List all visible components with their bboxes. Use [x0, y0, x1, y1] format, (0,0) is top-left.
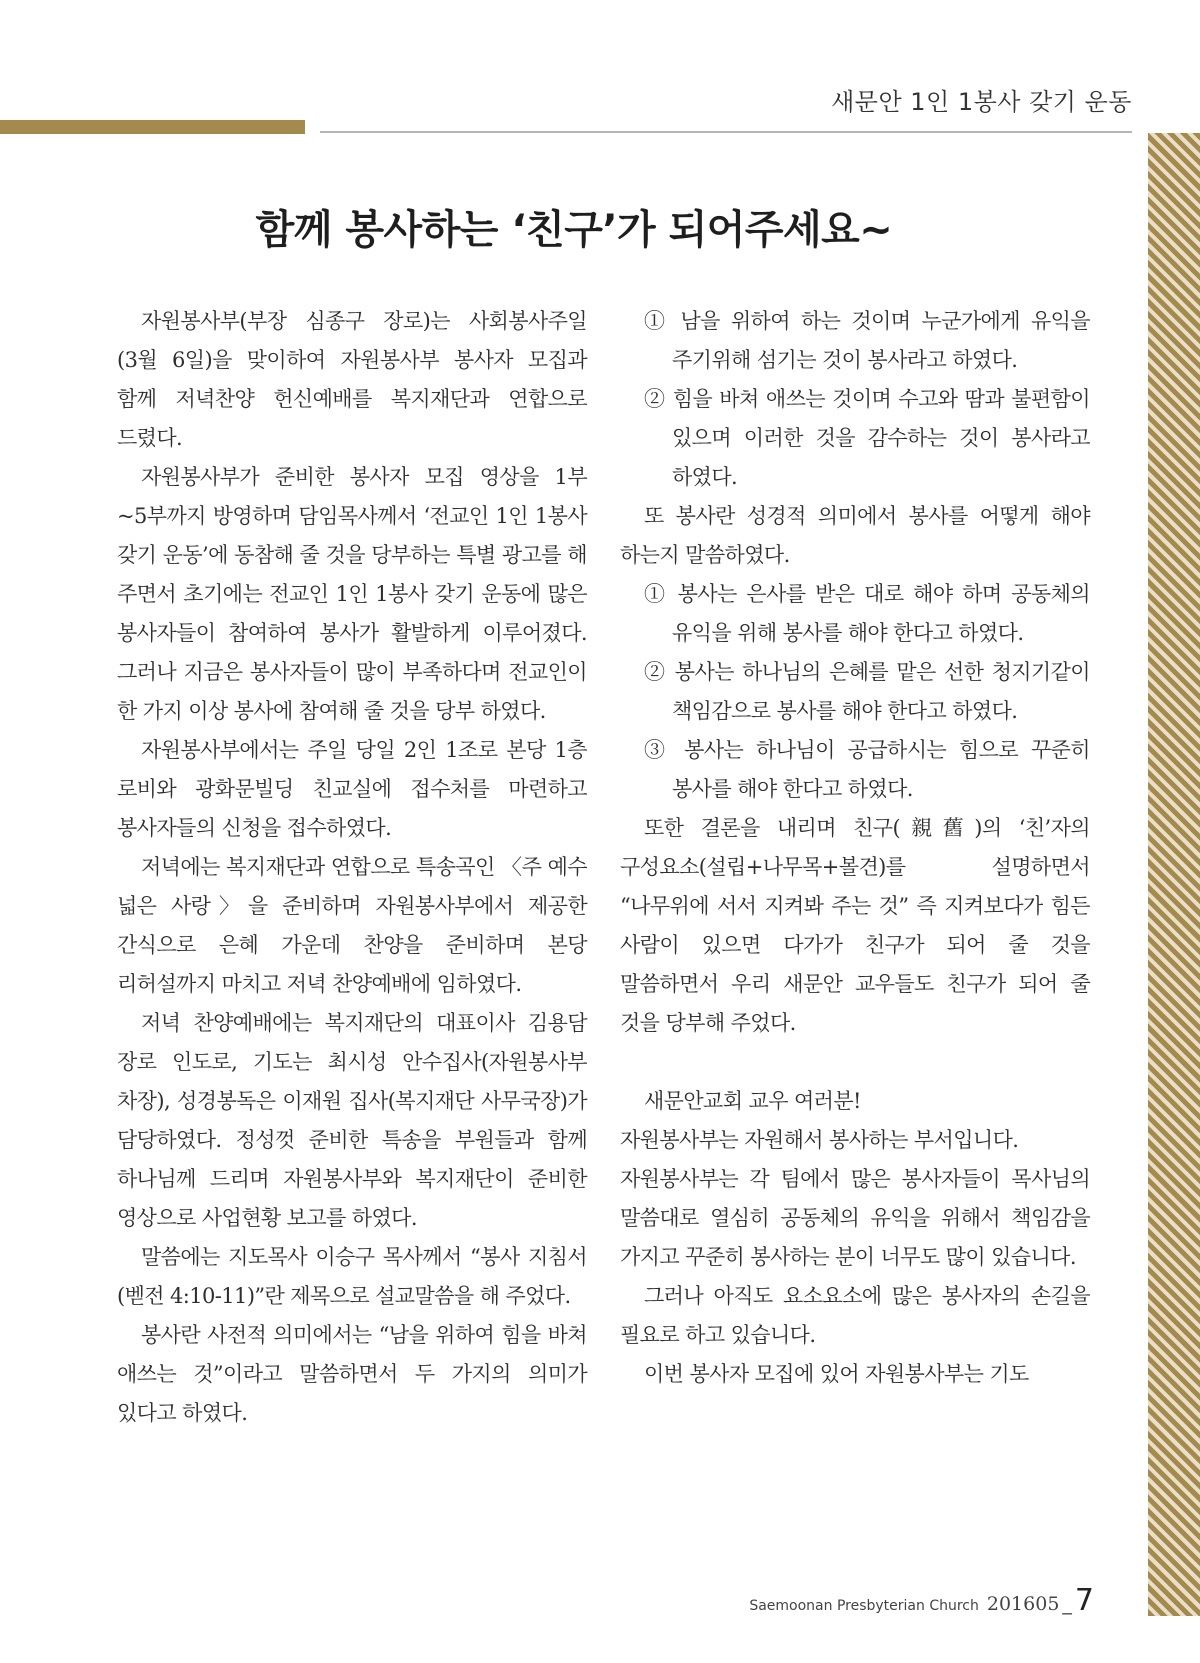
page-number: 7 — [1074, 1583, 1094, 1618]
page-footer — [749, 1583, 1094, 1618]
appeal-paragraph: 자원봉사부는 각 팀에서 많은 봉사자들이 목사님의 말씀대로 열심히 공동체의 유익을 위해서 책임감을 가지고 꾸준히 봉사하는 분이 너무도 많이 있습니다. — [620, 1167, 1090, 1269]
paragraph: 자원봉사부가 준비한 봉사자 모집 영상을 1부~5부까지 방영하며 담임목사께서 ‘전교인 1인 1봉사 갖기 운동’에 동참해 줄 것을 당부하는 특별 광고를 해 주면서 초기에는 전교인 1인 1봉사 갖기 운동에 많은 봉사자들이 참여하여 봉사가 활발하게 이루어졌다. 그러나 지금은 봉사자들이 많이 부족하다며 전교인이 한 가지 이상 봉사에 참여해 줄 것을 당부 하였다. — [117, 465, 587, 723]
paragraph: 저녁 찬양예배에는 복지재단의 대표이사 김용담 장로 인도로, 기도는 최시성 안수집사(자원봉사부 차장), 성경봉독은 이재원 집사(복지재단 사무국장)가 담당하였다. 정성껏 준비한 특송을 부원들과 함께 하나님께 드리며 자원봉사부와 복지재단이 준비한 영상으로 사업현황 보고를 하였다. — [117, 1011, 587, 1230]
left-column — [117, 302, 587, 1433]
conclusion-paragraph: 또한 결론을 내리며 친구(親舊)의 ‘친’자의 구성요소(설립+나무목+볼견)를 설명하면서 “나무위에 서서 지켜봐 주는 것” 즉 지켜보다가 힘든 사람이 있으면 다가가 친구가 되어 줄 것을 말씀하면서 우리 새문안 교우들도 친구가 되어 줄 것을 당부해 주었다. — [620, 816, 1090, 1035]
gold-accent-bar — [0, 120, 305, 134]
biblical-point: ③ 봉사는 하나님이 공급하시는 힘으로 꾸준히 봉사를 해야 한다고 하였다. — [644, 738, 1090, 801]
header-divider — [320, 131, 1132, 133]
church-name: Saemoonan Presbyterian Church — [749, 1598, 979, 1614]
greeting: 새문안교회 교우 여러분! — [644, 1089, 861, 1113]
striped-side-band — [1148, 133, 1200, 1616]
paragraph: 말씀에는 지도목사 이승구 목사께서 “봉사 지침서(벧전 4:10-11)”란 제목으로 설교말씀을 해 주었다. — [117, 1245, 587, 1308]
article-title: 함께 봉사하는 ‘친구’가 되어주세요~ — [255, 207, 893, 253]
dictionary-point: ② 힘을 바쳐 애쓰는 것이며 수고와 땀과 불편함이 있으며 이러한 것을 감수하는 것이 봉사라고 하였다. — [644, 387, 1090, 489]
right-column — [620, 302, 1090, 1394]
biblical-intro: 또 봉사란 성경적 의미에서 봉사를 어떻게 해야 하는지 말씀하였다. — [620, 504, 1090, 567]
paragraph: 봉사란 사전적 의미에서는 “남을 위하여 힘을 바쳐 애쓰는 것”이라고 말씀하면서 두 가지의 의미가 있다고 하였다. — [117, 1323, 587, 1425]
footer-separator: _ — [1062, 1593, 1072, 1615]
appeal-paragraph: 그러나 아직도 요소요소에 많은 봉사자의 손길을 필요로 하고 있습니다. — [620, 1284, 1090, 1347]
dictionary-point: ① 남을 위하여 하는 것이며 누군가에게 유익을 주기위해 섬기는 것이 봉사라고 하였다. — [644, 309, 1090, 372]
paragraph: 자원봉사부(부장 심종구 장로)는 사회봉사주일(3월 6일)을 맞이하여 자원봉사부 봉사자 모집과 함께 저녁찬양 헌신예배를 복지재단과 연합으로 드렸다. — [117, 309, 587, 450]
section-label: 새문안 1인 1봉사 갖기 운동 — [831, 88, 1132, 116]
paragraph: 자원봉사부에서는 주일 당일 2인 1조로 본당 1층 로비와 광화문빌딩 친교실에 접수처를 마련하고 봉사자들의 신청을 접수하였다. — [117, 738, 587, 840]
biblical-point: ① 봉사는 은사를 받은 대로 해야 하며 공동체의 유익을 위해 봉사를 해야 한다고 하였다. — [644, 582, 1090, 645]
paragraph: 저녁에는 복지재단과 연합으로 특송곡인 〈주 예수 넓은 사랑〉을 준비하며 자원봉사부에서 제공한 간식으로 은혜 가운데 찬양을 준비하며 본당 리허설까지 마치고 저녁 찬양예배에 임하였다. — [117, 855, 587, 996]
appeal-paragraph: 자원봉사부는 자원해서 봉사하는 부서입니다. — [620, 1128, 1019, 1152]
appeal-paragraph: 이번 봉사자 모집에 있어 자원봉사부는 기도 — [644, 1362, 1029, 1386]
biblical-point: ② 봉사는 하나님의 은혜를 맡은 선한 청지기같이 책임감으로 봉사를 해야 한다고 하였다. — [644, 660, 1090, 723]
issue-number: 201605 — [986, 1593, 1060, 1615]
